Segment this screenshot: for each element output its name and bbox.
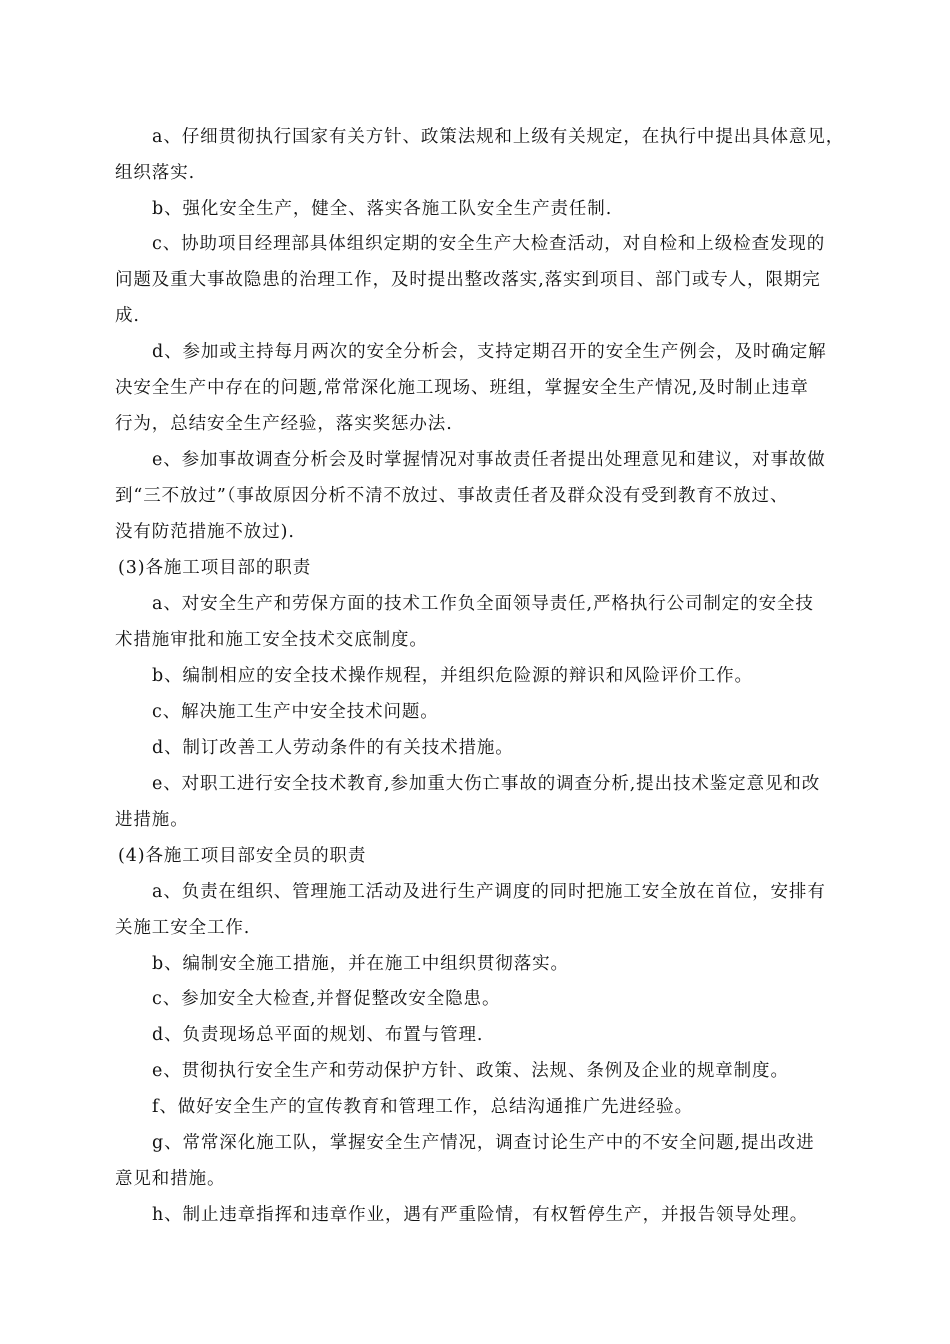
paragraph-b: b、强化安全生产，健全、落实各施工队安全生产责任制.: [152, 199, 613, 219]
paragraph-c-line-2: 问题及重大事故隐患的治理工作，及时提出整改落实,落实到项目、部门或专人，限期完: [115, 270, 821, 290]
section3-d: d、制订改善工人劳动条件的有关技术措施。: [152, 738, 514, 758]
paragraph-a-line-1: a、仔细贯彻执行国家有关方针、政策法规和上级有关规定，在执行中提出具体意见，: [152, 127, 845, 147]
section3-a-line-2: 术措施审批和施工安全技术交底制度。: [115, 630, 428, 650]
section-heading-4: (4)各施工项目部安全员的职责: [118, 846, 367, 866]
paragraph-a-line-2: 组织落实.: [115, 163, 196, 183]
paragraph-d-line-3: 行为，总结安全生产经验，落实奖惩办法.: [115, 414, 453, 434]
section4-g-line-1: g、常常深化施工队，掌握安全生产情况，调查讨论生产中的不安全问题,提出改进: [152, 1133, 815, 1153]
section4-a-line-2: 关施工安全工作.: [115, 918, 251, 938]
section-heading-3: (3)各施工项目部的职责: [118, 558, 312, 578]
section4-c: c、参加安全大检查,并督促整改安全隐患。: [152, 989, 501, 1009]
section4-h: h、制止违章指挥和违章作业，遇有严重险情，有权暂停生产，并报告领导处理。: [152, 1205, 809, 1225]
section4-e: e、贯彻执行安全生产和劳动保护方针、政策、法规、条例及企业的规章制度。: [152, 1061, 789, 1081]
paragraph-c-line-3: 成.: [115, 306, 140, 326]
paragraph-d-line-1: d、参加或主持每月两次的安全分析会，支持定期召开的安全生产例会，及时确定解: [152, 342, 827, 362]
section3-c: c、解决施工生产中安全技术问题。: [152, 702, 439, 722]
paragraph-e-line-3: 没有防范措施不放过).: [115, 522, 295, 542]
section3-a-line-1: a、对安全生产和劳保方面的技术工作负全面领导责任,严格执行公司制定的安全技: [152, 594, 814, 614]
section3-e-line-1: e、对职工进行安全技术教育,参加重大伤亡事故的调查分析,提出技术鉴定意见和改: [152, 774, 821, 794]
section4-g-line-2: 意见和措施。: [115, 1169, 226, 1189]
section4-f: f、做好安全生产的宣传教育和管理工作，总结沟通推广先进经验。: [152, 1097, 693, 1117]
section3-e-line-2: 进措施。: [115, 810, 189, 830]
paragraph-d-line-2: 决安全生产中存在的问题,常常深化施工现场、班组，掌握安全生产情况,及时制止违章: [115, 378, 809, 398]
paragraph-c-line-1: c、协助项目经理部具体组织定期的安全生产大检查活动，对自检和上级检查发现的: [152, 234, 826, 254]
section4-d: d、负责现场总平面的规划、布置与管理.: [152, 1025, 484, 1045]
section4-a-line-1: a、负责在组织、管理施工活动及进行生产调度的同时把施工安全放在首位，安排有: [152, 882, 826, 902]
paragraph-e-line-1: e、参加事故调查分析会及时掌握情况对事故责任者提出处理意见和建议，对事故做: [152, 450, 826, 470]
paragraph-e-line-2: 到“三不放过”（事故原因分析不清不放过、事故责任者及群众没有受到教育不放过、: [115, 486, 789, 506]
section3-b: b、编制相应的安全技术操作规程，并组织危险源的辩识和风险评价工作。: [152, 666, 753, 686]
section4-b: b、编制安全施工措施，并在施工中组织贯彻落实。: [152, 954, 569, 974]
